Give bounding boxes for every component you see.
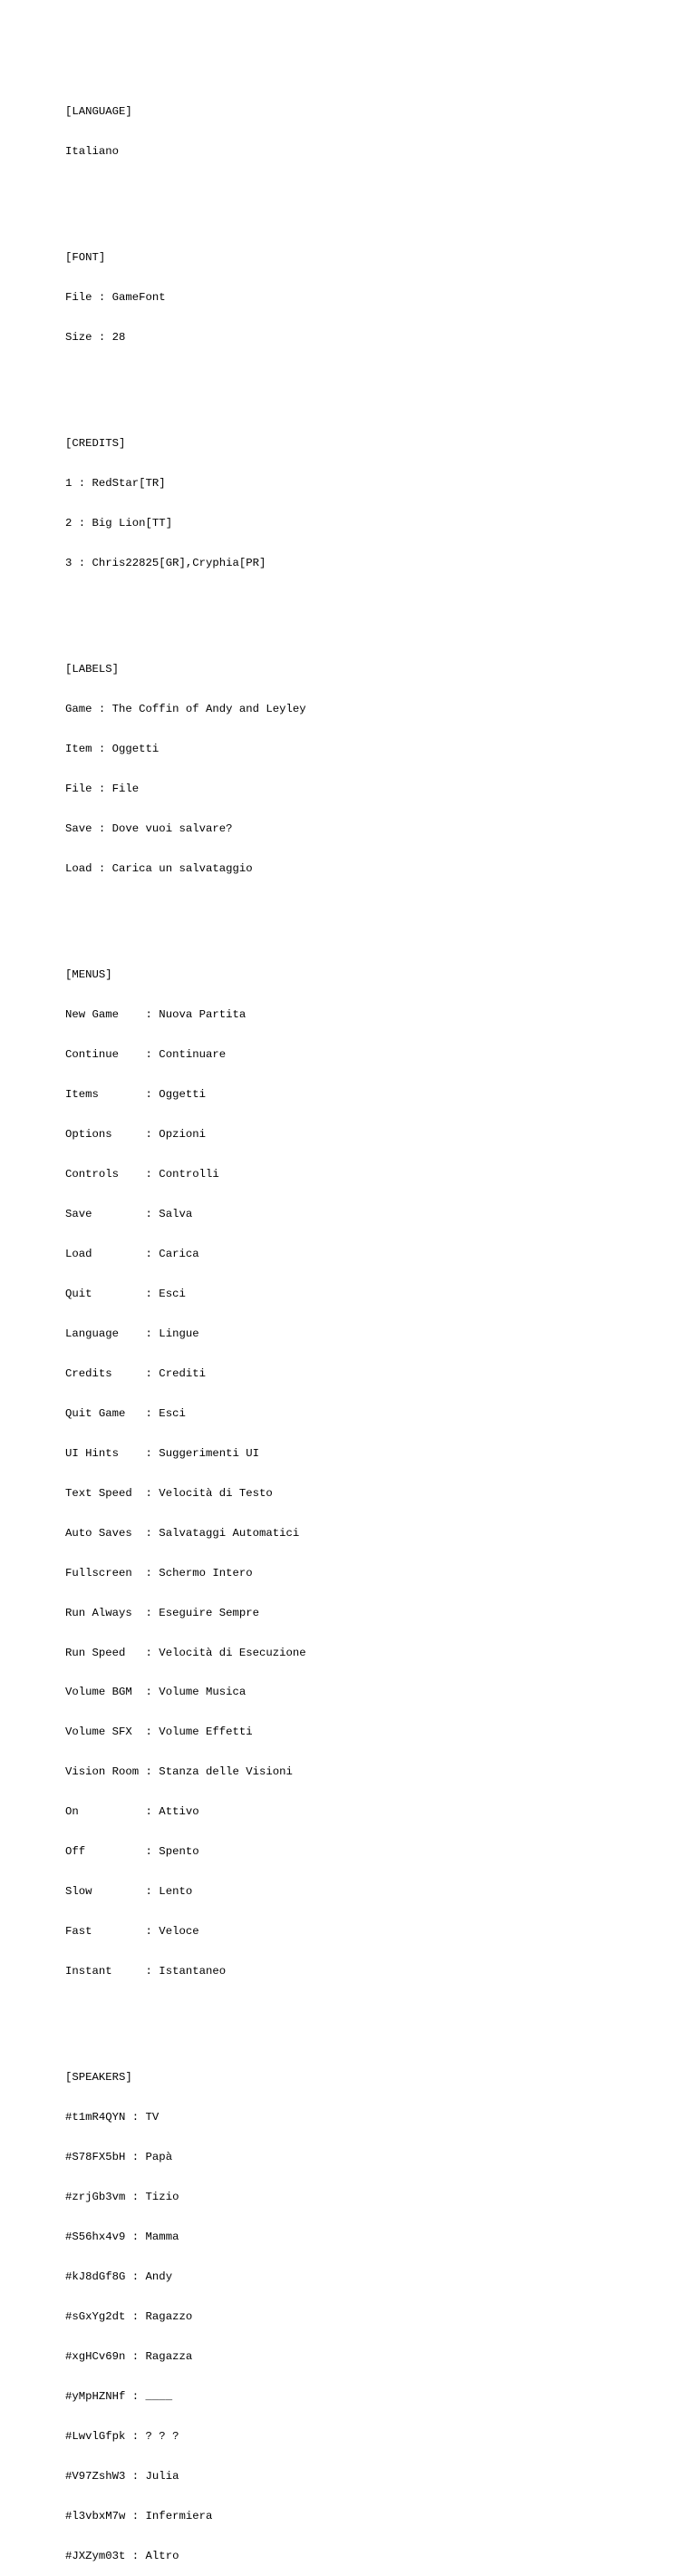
labels-line: Load : Carica un salvataggio: [65, 862, 253, 876]
speakers-line: #LwvlGfpk : ? ? ?: [65, 2429, 179, 2443]
speakers-line: #kJ8dGf8G : Andy: [65, 2270, 173, 2284]
speakers-line: #zrjGb3vm : Tizio: [65, 2191, 179, 2204]
labels-line: Save : Dove vuoi salvare?: [65, 822, 233, 836]
menus-line: Slow : Lento: [65, 1885, 193, 1899]
menus-line: Save : Salva: [65, 1208, 193, 1221]
blank-line: [65, 902, 645, 916]
menus-line: Volume BGM : Volume Musica: [65, 1686, 246, 1699]
speakers-line: #t1mR4QYN : TV: [65, 2111, 160, 2124]
labels-line: Game : The Coffin of Andy and Leyley: [65, 703, 306, 716]
menus-line: Load : Carica: [65, 1248, 199, 1260]
menus-line: Run Speed : Velocità di Esecuzione: [65, 1646, 306, 1659]
menus-line: New Game : Nuova Partita: [65, 1008, 246, 1022]
speakers-line: #xgHCv69n : Ragazza: [65, 2350, 193, 2364]
section-header-credits: [CREDITS]: [65, 437, 126, 451]
font-line: Size : 28: [65, 331, 126, 345]
speakers-line: #yMpHZNHf : ____: [65, 2390, 173, 2403]
menus-line: Controls : Controlli: [65, 1168, 219, 1181]
menus-line: Volume SFX : Volume Effetti: [65, 1725, 253, 1739]
menus-line: Vision Room : Stanza delle Visioni: [65, 1765, 293, 1779]
menus-line: Text Speed : Velocità di Testo: [65, 1486, 273, 1500]
menus-line: Continue : Continuare: [65, 1048, 227, 1062]
blank-line: [65, 597, 645, 610]
speakers-line: #sGxYg2dt : Ragazzo: [65, 2310, 193, 2324]
language-line: Italiano: [65, 144, 120, 158]
menus-line: UI Hints : Suggerimenti UI: [65, 1446, 260, 1460]
blank-line: [65, 371, 645, 384]
speakers-line: #l3vbxM7w : Infermiera: [65, 2509, 213, 2523]
menus-line: Items : Oggetti: [65, 1088, 206, 1102]
blank-line: [65, 2005, 645, 2018]
section-header-menus: [MENUS]: [65, 968, 112, 982]
credits-line: 3 : Chris22825[GR],Cryphia[PR]: [65, 557, 266, 570]
menus-line: Auto Saves : Salvataggi Automatici: [65, 1526, 300, 1540]
labels-line: File : File: [65, 783, 140, 796]
blank-line: [65, 185, 645, 199]
menus-line: Off : Spento: [65, 1845, 199, 1859]
menus-line: Options : Opzioni: [65, 1128, 206, 1142]
credits-line: 1 : RedStar[TR]: [65, 477, 166, 491]
section-header-font: [FONT]: [65, 251, 106, 265]
speakers-line: #JXZym03t : Altro: [65, 2549, 179, 2562]
speakers-line: #V97ZshW3 : Julia: [65, 2469, 179, 2483]
menus-line: Fullscreen : Schermo Intero: [65, 1566, 253, 1580]
section-header-labels: [LABELS]: [65, 663, 120, 676]
menus-line: Quit Game : Esci: [65, 1406, 186, 1420]
labels-line: Item : Oggetti: [65, 743, 160, 756]
document-text: [65, 65, 645, 2576]
speakers-line: #S78FX5bH : Papà: [65, 2151, 173, 2164]
menus-line: Run Always : Eseguire Sempre: [65, 1606, 260, 1619]
section-header-speakers: [SPEAKERS]: [65, 2071, 132, 2085]
speakers-line: #S56hx4v9 : Mamma: [65, 2231, 179, 2244]
menus-line: Quit : Esci: [65, 1287, 186, 1300]
menus-line: Language : Lingue: [65, 1327, 199, 1340]
section-header-language: [LANGUAGE]: [65, 104, 132, 118]
credits-line: 2 : Big Lion[TT]: [65, 517, 173, 530]
menus-line: Fast : Veloce: [65, 1925, 199, 1939]
menus-line: Credits : Crediti: [65, 1366, 206, 1380]
menus-line: Instant : Istantaneo: [65, 1965, 227, 1978]
menus-line: On : Attivo: [65, 1805, 199, 1819]
font-line: File : GameFont: [65, 291, 166, 305]
